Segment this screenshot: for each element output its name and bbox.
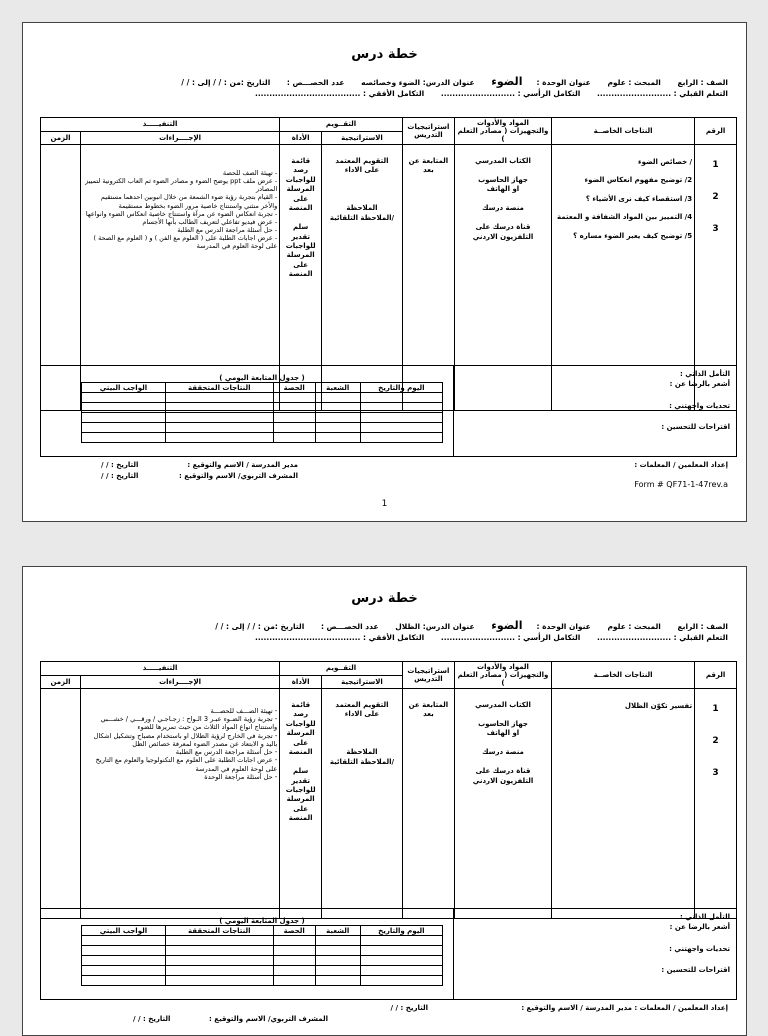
- periods-field: عدد الحصـــص :: [286, 78, 345, 87]
- date-1: التاريخ : / /: [101, 461, 139, 469]
- vertical-integration: التكامل الرأسي : ..........................: [440, 633, 581, 642]
- horizontal-integration: التكامل الأفقي : .....................................: [254, 89, 425, 98]
- strategy-cell: المتابعة عن بعد: [402, 145, 454, 411]
- unit-name: الضوء: [491, 75, 523, 88]
- lesson-title: عنوان الدرس: الظلال: [395, 622, 475, 631]
- outcome-item: / خصائص الضوء: [638, 158, 693, 166]
- eval-strategy-cell: التقويم المعتمد على الاداء الملاحظة /الملاحظة التلقائية: [322, 145, 403, 411]
- col-day-date: اليوم والتاريخ: [360, 926, 442, 936]
- page-title: خطة درس: [351, 591, 418, 606]
- col-outcomes-achieved: النتاجات المتحققة: [165, 383, 273, 393]
- date-range: التاريخ :من : / / إلى : / /: [215, 622, 305, 631]
- unit-label: عنوان الوحدة :: [536, 78, 591, 87]
- col-section: الشعبة: [315, 926, 360, 936]
- followup-caption: ( جدول المتابعة اليومي ): [219, 917, 305, 925]
- followup-section: [40, 908, 737, 1000]
- header-eval-tool: الأداة: [280, 131, 322, 145]
- lesson-table: [40, 661, 737, 919]
- lesson-plan-page-1: [22, 22, 747, 522]
- followup-section: [40, 365, 737, 457]
- row-number: 3: [712, 768, 719, 778]
- unit-name: الضوء: [491, 619, 523, 632]
- header-strategies: استراتيجيات التدريس: [402, 118, 454, 145]
- header-execution: التنفيـــــذ: [41, 662, 280, 676]
- header-eval-strategy: الاستراتيجية: [322, 131, 403, 145]
- header-eval-tool: الأداة: [280, 675, 322, 689]
- unit-label: عنوان الوحدة :: [536, 622, 591, 631]
- page-number: 1: [381, 499, 388, 509]
- grade-field: الصف : الرابع: [677, 622, 728, 631]
- reflection-challenges: تحديات واجهتني :: [669, 944, 730, 953]
- grade-field: الصف : الرابع: [677, 78, 728, 87]
- reflection-challenges: تحديات واجهتني :: [669, 401, 730, 410]
- col-day-date: اليوم والتاريخ: [360, 383, 442, 393]
- teachers-signature: إعداد المعلمين / المعلمات :: [634, 461, 728, 469]
- supervisor-signature: المشرف التربوي/ الاسم والتوقيع :: [209, 1015, 328, 1023]
- header-time: الزمن: [41, 675, 81, 689]
- supervisor-signature: المشرف التربوي/ الاسم والتوقيع :: [179, 472, 298, 480]
- eval-tool-cell: قائمة رصد للواجبات المرسلة على المنصة سلم تقدير للواجبات المرسلة على المنصة: [280, 689, 322, 919]
- section-divider: [453, 366, 454, 456]
- meta-line-1: [43, 619, 728, 632]
- principal-signature: مدير المدرسة / الاسم والتوقيع :: [187, 461, 298, 469]
- header-materials: المواد والأدوات والتجهيزات ( مصادر التعلم ): [454, 118, 551, 145]
- meta-line-1: [43, 75, 728, 88]
- header-execution: التنفيـــــذ: [41, 118, 280, 132]
- signature-block: [43, 1003, 728, 1023]
- reflection-title: التأمل الذاتي :: [680, 370, 730, 378]
- outcome-item: تفسير تكوّن الظلال: [624, 702, 693, 710]
- table-row: [82, 403, 443, 413]
- num-column: [695, 689, 737, 919]
- header-evaluation: التقــويم: [280, 662, 403, 676]
- row-number: 2: [712, 192, 719, 202]
- horizontal-integration: التكامل الأفقي : .....................................: [254, 633, 425, 642]
- header-outcomes: النتاجات الخاصــة: [552, 662, 695, 689]
- reflection-satisfied: أشعر بالرضا عن :: [669, 379, 730, 388]
- subject-field: المبحث : علوم: [607, 78, 661, 87]
- meta-line-2: [43, 633, 728, 642]
- table-row: [82, 433, 443, 443]
- lesson-plan-page-2: [22, 566, 747, 1036]
- table-row: [82, 413, 443, 423]
- reflection-title: التأمل الذاتي :: [680, 913, 730, 921]
- outcome-item: 4/ التمييز بين المواد الشفافة و المعتمة: [557, 213, 693, 222]
- table-row: [82, 946, 443, 956]
- col-homework: الواجب البيتي: [82, 926, 166, 936]
- header-num: الرقم: [695, 118, 737, 145]
- date-2: التاريخ : / /: [101, 472, 139, 480]
- outcome-item: 5/ توضيح كيف يعبر الضوء مساره ؟: [573, 231, 693, 240]
- meta-line-2: [43, 89, 728, 98]
- header-strategies: استراتيجيات التدريس: [402, 662, 454, 689]
- outcome-item: 2/ توضيح مفهوم انعكاس الضوء: [584, 176, 693, 185]
- col-section: الشعبة: [315, 383, 360, 393]
- procedures-cell: - تهيئة الصف للحصة - عرض ملف ppt يوضح الضوء و مصادر الضوء ثم العاب الكترونية لتمييز المصادر - القيام بتجربة رؤية ضوء الشمعة من خلال انبوبين احدهما مستقيم والأخر منثني واستنتاج خاصية مرور الضوء بخطوط مستقيمة - تجربة انعكاس الضوء عن مرآة واستنتاج خاصية انعكاس الضوء وانواعها - عرض فيديو تفاعلي لتعريف الطالب بأنها الأجسام - حل أسئلة مراجعة الدرس مع الطلبة - عرض اجابات الطلبة على ( العلوم مع الفن ) و ( العلوم مع الصحة ) على لوحة العلوم في المدرسة: [80, 145, 279, 411]
- row-number: 2: [712, 736, 719, 746]
- periods-field: عدد الحصـــص :: [320, 622, 379, 631]
- table-row: [82, 976, 443, 986]
- header-eval-strategy: الاستراتيجية: [322, 675, 403, 689]
- form-code: Form # QF71-1-47rev.a: [634, 480, 728, 489]
- header-time: الزمن: [41, 131, 81, 145]
- principal-date: التاريخ : / /: [390, 1004, 428, 1012]
- row-number: 1: [712, 160, 719, 170]
- row-number: 1: [712, 704, 719, 714]
- col-homework: الواجب البيتي: [82, 383, 166, 393]
- reflection-suggestions: اقتراحات للتحسين :: [661, 423, 730, 432]
- date-2: التاريخ : / /: [133, 1015, 171, 1023]
- prior-learning: التعلم القبلي : ..........................: [596, 89, 728, 98]
- header-procedures: الإجــــراءات: [80, 675, 279, 689]
- followup-caption: ( جدول المتابعة اليومي ): [219, 374, 305, 382]
- table-row: [82, 936, 443, 946]
- lesson-title: عنوان الدرس: الضوء وخصائصه: [361, 78, 475, 87]
- header-evaluation: التقــويم: [280, 118, 403, 132]
- table-row: [82, 423, 443, 433]
- table-row: [82, 956, 443, 966]
- signature-block: [43, 460, 728, 480]
- prior-learning: التعلم القبلي : ..........................: [596, 633, 728, 642]
- eval-tool-cell: قائمة رصد للواجبات المرسلة على المنصة سلم تقدير للواجبات المرسلة على المنصة: [280, 145, 322, 411]
- header-materials: المواد والأدوات والتجهيزات ( مصادر التعلم ): [454, 662, 551, 689]
- time-cell: [41, 689, 81, 919]
- daily-followup-table: [81, 917, 443, 986]
- eval-strategy-cell: التقويم المعتمد على الاداء الملاحظة /الملاحظة التلقائية: [322, 689, 403, 919]
- materials-cell: الكتاب المدرسي جهاز الحاسوب او الهاتف منصة درسك قناة درسك على التلفزيون الاردني: [454, 145, 551, 411]
- reflection-suggestions: اقتراحات للتحسين :: [661, 966, 730, 975]
- reflection-block: [661, 370, 730, 445]
- row-number: 3: [712, 224, 719, 234]
- vertical-integration: التكامل الرأسي : ..........................: [440, 89, 581, 98]
- header-procedures: الإجــــراءات: [80, 131, 279, 145]
- date-range: التاريخ :من : / / إلى : / /: [181, 78, 271, 87]
- teachers-signature: إعداد المعلمين / المعلمات : مدير المدرسة / الاسم والتوقيع :: [521, 1004, 728, 1012]
- reflection-block: [661, 913, 730, 988]
- page-title: خطة درس: [351, 47, 418, 62]
- col-period: الحصة: [273, 926, 315, 936]
- col-period: الحصة: [273, 383, 315, 393]
- outcomes-column: [552, 689, 695, 919]
- procedures-cell: - تهيئة الصـــف للحصـــة - تجربة رؤية الضـوء عبـر 3 الـواح : زجـاجـي / ورقـــي / خشـــبي واستنتاج انواع المواد الثلاث من حيث تمريرها للضوء - تجربة في الخارج لرؤية الظلال او باستخدام مصباح وتشكيل اشكال باليد و الابتعاد عن مصدر الضوء لمعرفة خصائص الظل - حل أسئلة مراجعة الدرس مع الطلبة - عرض اجابات الطلبة على العلوم مع التكنولوجيا والعلوم مع التاريخ على لوحة العلوم في المدرسة - حل أسئلة مراجعة الوحدة: [80, 689, 279, 919]
- section-divider: [453, 909, 454, 999]
- materials-cell: الكتاب المدرسي جهاز الحاسوب او الهاتف منصة درسك قناة درسك على التلفزيون الاردني: [454, 689, 551, 919]
- subject-field: المبحث : علوم: [607, 622, 661, 631]
- header-num: الرقم: [695, 662, 737, 689]
- daily-followup-table: [81, 374, 443, 443]
- header-outcomes: النتاجات الخاصــة: [552, 118, 695, 145]
- table-row: [82, 966, 443, 976]
- table-row: [82, 393, 443, 403]
- reflection-satisfied: أشعر بالرضا عن :: [669, 922, 730, 931]
- strategy-cell: المتابعة عن بعد: [402, 689, 454, 919]
- col-outcomes-achieved: النتاجات المتحققة: [165, 926, 273, 936]
- outcome-item: 3/ استقصاء كيف نرى الأشياء ؟: [585, 194, 693, 203]
